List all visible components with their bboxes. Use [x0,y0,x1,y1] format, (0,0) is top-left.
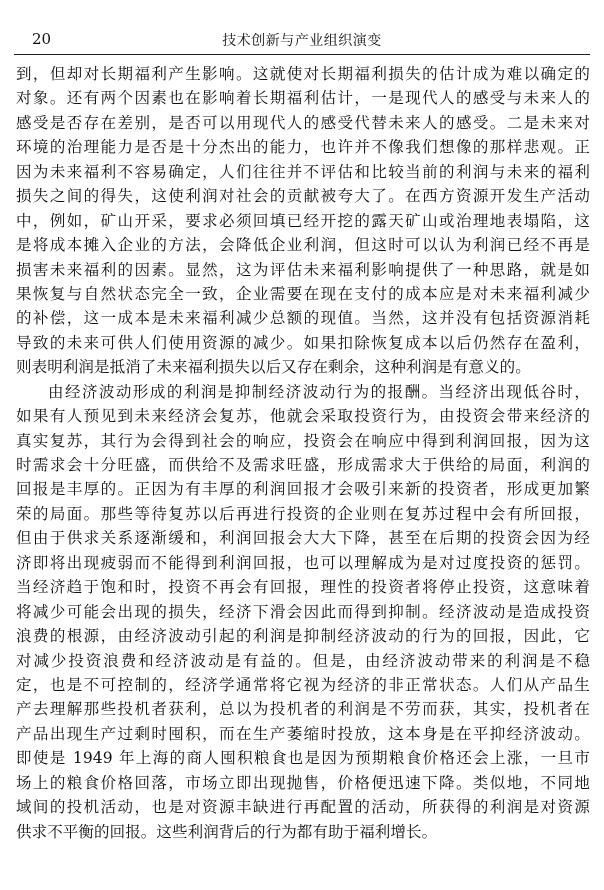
text-line: 感受是否存在差别，是否可以用现代人的感受代替未来人的感受。二是未来对 [16,113,590,132]
text-line: 果恢复与自然状态完全一致，企业需要在现在支付的成本应是对未来福利减少 [16,284,590,303]
text-line: 场上的粮食价格回落，市场立即出现抛售，价格便迅速下降。类似地，不同地 [16,773,590,792]
text-line: 但由于供求关系逐渐缓和，利润回报会大大下降，甚至在后期的投资会因为经 [16,529,590,548]
text-line: 域间的投机活动，也是对资源丰缺进行再配置的活动，所获得的利润是对资源 [16,798,590,817]
text-line: 如果有人预见到未来经济会复苏，他就会采取投资行为，由投资会带来经济的 [16,407,590,426]
text-line: 是将成本摊入企业的方法，会降低企业利润，但这时可以认为利润已经不再是 [16,236,590,255]
text-line: 产品出现生产过剩时囤积，而在生产萎缩时投放，这本身是在平抑经济波动。 [16,724,590,743]
header-rule [14,54,590,55]
text-line: 当经济趋于饱和时，投资不再会有回报，理性的投资者将停止投资，这意味着 [16,578,590,597]
text-line: 导致的未来可供人们使用资源的减少。如果扣除恢复成本以后仍然存在盈利， [16,333,590,352]
page-number: 20 [32,30,52,48]
text-line: 对象。还有两个因素也在影响着长期福利估计，一是现代人的感受与未来人的 [16,89,590,108]
text-line: 济即将出现疲弱而不能得到利润回报，也可以理解成为是对过度投资的惩罚。 [16,553,590,572]
text-line: 中，例如，矿山开采，要求必须回填已经开挖的露天矿山或治理地表塌陷，这 [16,211,590,230]
text-line: 供求不平衡的回报。这些利润背后的行为都有助于福利增长。 [16,822,438,841]
text-line: 荣的局面。那些等待复苏以后再进行投资的企业则在复苏过程中会有所回报， [16,504,590,523]
text-line: 到，但却对长期福利产生影响。这就使对长期福利损失的估计成为难以确定的 [16,65,590,83]
text-line: 损害未来福利的因素。显然，这为评估未来福利影响提供了一种思路，就是如 [16,260,590,279]
page-header [14,30,590,52]
text-line: 产去理解那些投机者获利，总以为投机者的利润是不劳而获，其实，投机者在 [16,700,590,719]
text-line: 浪费的根源，由经济波动引起的利润是抑制经济波动的行为的回报，因此，它 [16,627,590,646]
body-text [16,62,590,844]
text-line: 损失之间的得失，这使利润对社会的贡献被夸大了。在西方资源开发生产活动 [16,187,590,206]
text-line: 对减少投资浪费和经济波动是有益的。但是，由经济波动带来的利润是不稳 [16,651,590,670]
running-title: 技术创新与产业组织演变 [222,33,382,49]
text-line: 因为未来福利不容易确定，人们往往并不评估和比较当前的利润与未来的福利 [16,162,590,181]
text-line: 即使是 1949 年上海的商人囤积粮食也是因为预期粮食价格还会上涨，一旦市 [16,749,590,768]
text-line: 真实复苏，其行为会得到社会的响应，投资会在响应中得到利润回报，因为这 [16,431,590,450]
text-line: 的补偿，这一成本是未来福利减少总额的现值。当然，这并没有包括资源消耗 [16,309,590,328]
text-line: 定，也是不可控制的，经济学通常将它视为经济的非正常状态。人们从产品生 [16,675,590,694]
text-line: 回报是丰厚的。正因为有丰厚的利润回报才会吸引来新的投资者，形成更加繁 [16,480,590,499]
text-line: 时需求会十分旺盛，而供给不及需求旺盛，形成需求大于供给的局面，利润的 [16,456,590,474]
text-line: 将减少可能会出现的损失，经济下滑会因此而得到抑制。经济波动是造成投资 [16,602,590,621]
text-line: 由经济波动形成的利润是抑制经济波动行为的报酬。当经济出现低谷时， [48,382,590,401]
text-line: 环境的治理能力是否是十分杰出的能力，也许并不像我们想像的那样悲观。正 [16,138,590,157]
text-line: 则表明利润是抵消了未来福利损失以后又存在剩余，这种利润是有意义的。 [16,358,531,377]
